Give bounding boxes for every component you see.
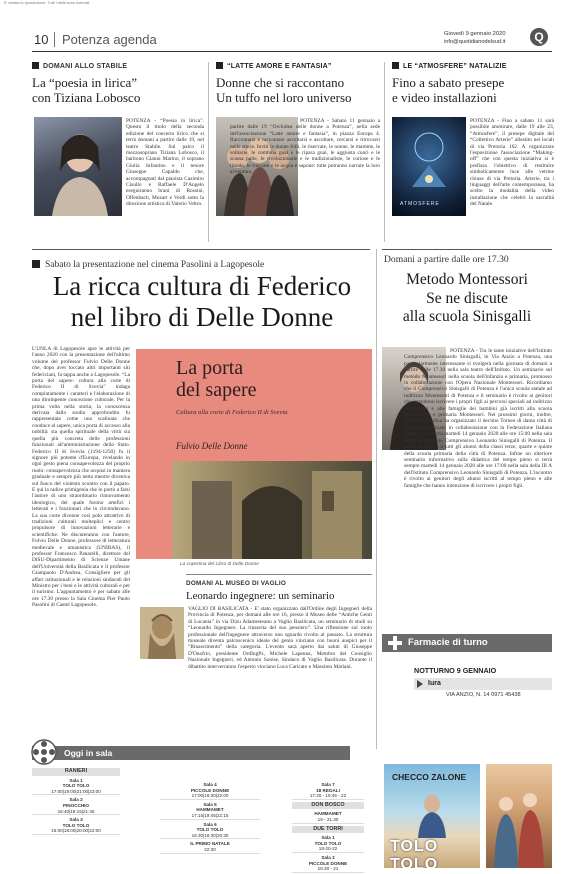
- square-icon: [32, 62, 39, 69]
- logo-letter: Q: [534, 30, 544, 44]
- pharmacy-address: VIA ANZIO, N. 14 0971 45438: [446, 692, 521, 698]
- book-caption: La copertina del Libro di Delle Donne: [180, 562, 259, 567]
- cinema-showtimes: 16:40|19:15|21:45: [32, 809, 120, 816]
- headline: [32, 75, 204, 105]
- leonardo-portrait-icon: [140, 607, 184, 659]
- cinema-column-ranieri: [32, 766, 120, 837]
- cinema-listing-label: Sala 2: [321, 854, 335, 860]
- pharmacy-header: [382, 634, 552, 652]
- cinema-listing-label: Sala 4: [203, 782, 217, 787]
- column-divider: [384, 62, 385, 242]
- poster-piccole-donne: [486, 764, 552, 868]
- montessori-headline-line-2: Se ne discute: [426, 289, 508, 307]
- copyright-notice: E' vietata la riproduzione. Tutti i diritti sono riservati: [4, 1, 90, 5]
- headline-line-1: Fino a sabato presepe: [392, 75, 505, 90]
- cinema-listing-label: HAMMAMET: [314, 811, 342, 817]
- seminar-headline: Leonardo ingegnere: un seminario: [186, 590, 335, 602]
- cinema-column-others: [292, 782, 364, 874]
- seminar-kicker: DOMANI AL MUSEO DI VAGLIO: [186, 580, 287, 587]
- article-donne: [216, 62, 378, 105]
- main-kicker: [32, 254, 372, 272]
- book-author: Fulvio Delle Donne: [176, 441, 248, 451]
- main-headline-line-2: nel libro di Delle Donne: [70, 302, 334, 332]
- cinema-showtimes: 18.30 - 21: [292, 866, 364, 873]
- cinema-listing-label: PICCOLE DONNE: [190, 787, 230, 793]
- headline: [216, 75, 378, 105]
- arrow-right-icon: [417, 680, 423, 688]
- logo-icon: [530, 28, 548, 46]
- cinema-listing-label: TOLO TOLO: [314, 840, 342, 846]
- cinema-showtimes: 19 - 21.30: [292, 817, 364, 824]
- headline: [392, 75, 554, 105]
- cinema-showtimes: 16:30|18:30|20:30: [160, 833, 260, 840]
- poster-figure-icon: [402, 792, 462, 838]
- seminar-body: VAGLIO DI BASILICATA - E' stato organizzato dall'Ordine degli Ingegneri della Provincia di Potenza, per domani alle ore 16, presso il Museo delle “Antiche Genti di Lucania” in via Dizu Adamesteanu a Vaglio Basilicata, un seminario di studi su “Leonardo Ingegnere. La rinascita del suo pensiero”. Una riflessione sul ruolo professionale dell'ingegnere attraverso uno sguardo rivolto al passato. La struttura museale diventa palcoscenico ideale del genio vinciano con buoni auspici per il “Rinascimento” della categoria. L'evento sarà aperto dai saluti di Giuseppe D'Onofrio, presidente OrdIngPz, Michele Lapenna, Membro del Consiglio Nazionale Ingegneri, ed Antonio Sonise, Sindaco di Vaglio Basilicata. Durante il dibattito interverranno l'esperto vinciano Luca Caricato e Massimo Mariani.: [188, 606, 372, 670]
- cinema-listing-label: Sala 5: [203, 801, 217, 807]
- cinema-showtimes: 17:00|19:30|22:00: [160, 793, 260, 800]
- cinema-listing-label: TOLO TOLO: [62, 822, 90, 828]
- montessori-headline-line-1: Metodo Montessori: [406, 271, 528, 288]
- film-reel-icon: [30, 738, 58, 766]
- kicker: [392, 62, 554, 70]
- cinema-listing-label: Sala 1: [321, 835, 335, 841]
- cinema-header: [32, 746, 350, 760]
- kicker: [32, 62, 204, 70]
- cinema-listing-label: HAMMAMET: [196, 807, 224, 813]
- column-divider: [208, 62, 209, 242]
- article-body: POTENZA - Fino a sabato 11 sarà possibile ammirare, dalle 19 alle 23, “Atmosfere”, il presepe digitale del “Collettivo Arterie” allestito nei locali di via Pretoria 162. A organizzare l'esposizione l'associazione “Making-off” che con questa iniziativa si è prefissa l'obiettivo di restituire simbolicamente luce alle vetrine chiuse di via Pretoria. Arterie, tra i linguaggi dell'arte contemporanea, ha scelto la modalità della video installazione che celebri la sacralità del Natale.: [470, 118, 554, 208]
- cinema-showtimes: 17:15|19:45|22:15: [160, 813, 260, 820]
- header-email: info@quotidianodelsud.it: [444, 39, 506, 45]
- column-divider: [376, 249, 377, 749]
- main-article-body: L'UNLA di Lagopesole apre le attività per l'anno 2020 con la presentazione dell'ultimo volume del professor Fulvio Delle Donne che, dopo aver toccato altri importanti siti federiciani, fa tappa anche a Lagopesole. “La porta del sapere: cultura alla corte di Federico II di Svevia” indaga compiutamente i caratteri e l'elaborazione di una dirompente concezione culturale. Per la prima volta nella storia, la conoscenza derivata dallo studio approfondito fu rappresentata come una scalinata che conduce al sapere, unica porta di accesso alla nobiltà: sia quella spirituale della virtù sia quella più concreta delle professioni funzionali all'amministrazione dello Stato. Federico II di Svevia (1194-1250) fu il signore più potente d'Europa, rivelando in ogni gesto piena consapevolezza del proprio ruolo: consapevolezza che acquisì in maniera graduale e sempre più netta mentre diveniva sul fuoco del violento scontro con il papato. E qui la radice primigenia che lo portò a farsi l'autore di uno straordinario rinnovamento ideologico, del quale furono artefici i letterati e i funzionari che lo circondavano. La sua corte divenne così polo attrattivo di tradizioni culturali molteplici e centro propulsore di innovazioni letterarie e scientifiche. Ne discuteranno con l'autore, Fulvio Delle Donne, professore di letteratura medievale e umanistica (UNIBAS), il professor Francesco Panarelli, direttore del DiSU-Dipartimento di Scienze Umane dell'Università della Basilicata e il professor Giampaolo D'Andrea, Consigliere per gli affari istituzionali e le relazioni sindacali del Ministro per i beni e le attività culturali e per il turismo. L'appuntamento è per sabato alle ore 17.30 presso la Sala Cinema Pier Paolo Pasolini di Castel Lagopesole.: [32, 346, 130, 609]
- headline-line-2: Un tuffo nel loro universo: [216, 90, 352, 105]
- photo-caption-text: ATMOSFERE: [400, 201, 440, 207]
- poster-tolo-tolo: [384, 764, 480, 868]
- cinema-listing-label: Sala 1: [69, 777, 83, 783]
- cinema-listing-label: Sala 7: [321, 782, 335, 787]
- article-lobosco: [32, 62, 204, 105]
- cinema-column-ranieri-2: [160, 782, 260, 856]
- book-title-line-2: del sapere: [176, 379, 257, 401]
- headline-line-2: e video installazioni: [392, 90, 497, 105]
- article-body: POTENZA - Sabato 11 gennaio a partire dalle 19 “Orchidea delle donne a Potenza”, nella sede dell'associazione “Latte amore e fantasia”, in piazza Europa 4. Raccontarsi e raccontare ascoltarsi e ascoltare, cercarsi e ritrovarsi nelle storie. Inviti le donne folli, le riservate, le nonne, le mamme, le solitarie, le combina guai e le ripara guai, le aggiusta cuori e le scassa palle, le rivoluzionarie e le tradizionaliste, le curiose e le timide, le truccate e le acqua e sapone: tutte potranno narrare la loro avventura.: [230, 118, 380, 176]
- cinema-listing-label: Sala 6: [203, 821, 217, 827]
- pharmacy-cross-icon: [388, 636, 402, 650]
- section-rule: [382, 249, 552, 250]
- cinema-showtimes: 16:00|18:00|20:00|22:00: [32, 828, 120, 835]
- cinema-listing-label: PICCOLE DONNE: [308, 860, 348, 866]
- kicker-text: “LATTE AMORE E FANTASIA”: [227, 63, 332, 70]
- cinema-showtimes: 17:00|19:00|21:00|23:00: [32, 789, 120, 796]
- pharmacy-shift: NOTTURNO 9 GENNAIO: [414, 666, 497, 675]
- stone-archway-icon: [172, 461, 372, 559]
- kicker-text: DOMANI ALLO STABILE: [43, 63, 128, 70]
- book-title-line-1: La porta: [176, 357, 244, 379]
- cinema-venue-name: RANIERI: [32, 768, 120, 776]
- article-atmosfere: [392, 62, 554, 105]
- montessori-body: POTENZA - Tra le tante iniziative dell'Istituto Comprensivo Leonardo Sinisgalli, in Via Anzio a Potenza, una particolarmente interessante si svolgerà nella giornata di domani a partire dalle 17.30 nella sala teatro dell'Istituto. Un seminario sul metodo Montessori nella scuola dell'infanzia e primaria, promosso in collaborazione con l'Opera Nazionale Montessori. Ricordiamo che il Comprensivo Sinisgalli di Potenza è l'unica scuola statale ad indirizzo Montessori di Potenza e il seminario è rivolto ai genitori che intendono iscrivere i propri figli ai percorsi speciali ad indirizzo Montessori e alle famiglie dei bambini già iscritti alla scuola dell'infanzia e primaria Montessori. Nei prossimi giorni, inoltre, l'Istituto cittadino ha organizzato il decimo Torneo di dama città di Potenza, realizzato in collaborazione con la Federazione Italiana dama, che si terrà martedì 14 gennaio 2020 alle ore 15:00 nella sala teatro dell'Istituto Comprensivo Leonardo Sinisgalli di Potenza. Il torneo è rivolto a tutti gli alunni della classi terze, quarte e quinte della scuola primaria della città di Potenza. Infine un ulteriore seminario informativo sulla didattica del tempo pieno si terrà sempre martedì 14 gennaio 2020 alle ore 17:00 nella sala della III A dell'Istituto Comprensivo Leonardo Sinisgalli di Potenza. L'incontro è rivolto ai genitori degli alunni iscritti al tempo pieno e alle famiglie che hanno intenzione di iscrivere i propri figli.: [404, 348, 552, 489]
- book-title: [176, 357, 257, 401]
- section-rule: [186, 574, 372, 575]
- cinema-listing-label: IL PRIMO NATALE: [190, 841, 230, 847]
- book-cover-artwork: [172, 461, 372, 559]
- pharmacy-name: Iura: [428, 680, 441, 687]
- headline-line-1: La “poesia in lirica”: [32, 75, 138, 90]
- cinema-venue-name: DUE TORRI: [292, 826, 364, 834]
- headline-line-2: con Tiziana Lobosco: [32, 90, 141, 105]
- header-rule: [32, 51, 552, 52]
- cinema-listing-label: TOLO TOLO: [62, 783, 90, 789]
- book-subtitle: Cultura alla corte di Federico II di Svevia: [176, 409, 288, 416]
- section-rule: [32, 249, 370, 250]
- singer-portrait-icon: [34, 117, 122, 216]
- poster-actor-name: CHECCO ZALONE: [392, 772, 467, 782]
- cinema-listing-label: 18 REGALI: [316, 787, 340, 793]
- pharmacy-name-row: [414, 678, 552, 690]
- headline-line-1: Donne che si raccontano: [216, 75, 345, 90]
- cinema-showtimes: 22:30: [160, 847, 260, 854]
- square-icon: [32, 260, 40, 268]
- header-date: Giovedì 9 gennaio 2020: [444, 31, 506, 37]
- cinema-listing-label: PINOCCHIO: [62, 802, 90, 808]
- cinema-heading: Oggi in sala: [64, 748, 113, 758]
- photo-lobosco: [34, 117, 122, 216]
- main-kicker-text: Sabato la presentazione nel cinema Pasolini a Lagopesole: [45, 260, 265, 270]
- square-icon: [392, 62, 399, 69]
- main-headline: [32, 271, 372, 333]
- section-title: Potenza agenda: [62, 32, 157, 47]
- cinema-venue-name: DON BOSCO: [292, 802, 364, 810]
- poster-movie-title: TOLO TOLO: [390, 838, 439, 868]
- header-divider: [54, 32, 55, 47]
- cinema-showtimes: 17:20 - 19:45 - 22: [292, 793, 364, 800]
- cinema-showtimes: 18-20-22: [292, 846, 364, 853]
- cinema-listing-label: Sala 2: [69, 797, 83, 803]
- poster-women-icon: [486, 764, 552, 868]
- square-icon: [216, 62, 223, 69]
- kicker-text: LE “ATMOSFERE” NATALIZIE: [403, 63, 507, 70]
- photo-leonardo: [140, 607, 184, 659]
- pharmacy-heading: Farmacie di turno: [408, 637, 488, 648]
- cinema-listing-label: Sala 3: [69, 817, 83, 823]
- book-cover: [136, 349, 372, 559]
- montessori-headline: [382, 271, 552, 327]
- montessori-headline-line-3: alla scuola Sinisgalli: [402, 308, 532, 325]
- cinema-listing-label: TOLO TOLO: [196, 827, 224, 833]
- page-number: 10: [34, 32, 49, 47]
- kicker: [216, 62, 378, 70]
- montessori-kicker: Domani a partire dalle ore 17.30: [384, 254, 509, 265]
- main-headline-line-1: La ricca cultura di Federico: [52, 271, 352, 301]
- article-body: POTENZA - “Poesia in lirica”. Questo il titolo della seconda edizione del concerto lirico che si terrà domani a partire dalle 19, nel teatro Stabile. Sul palco il mezzosoprano Tiziana Lobosco, il baritono Gianni Marino, il soprano Giulia Infantino e il tenore Giuseppe Capaldo che, accompagnati dal pianista Casimiro Cisullo e Raffaele D'Angelo eseguiranno brani di Rossini, Offenbach, Mozart e Verdi sotto la direzione artistica di Valerio Veltro.: [126, 118, 204, 208]
- page-header: [32, 28, 552, 50]
- photo-atmosfere: [392, 117, 466, 216]
